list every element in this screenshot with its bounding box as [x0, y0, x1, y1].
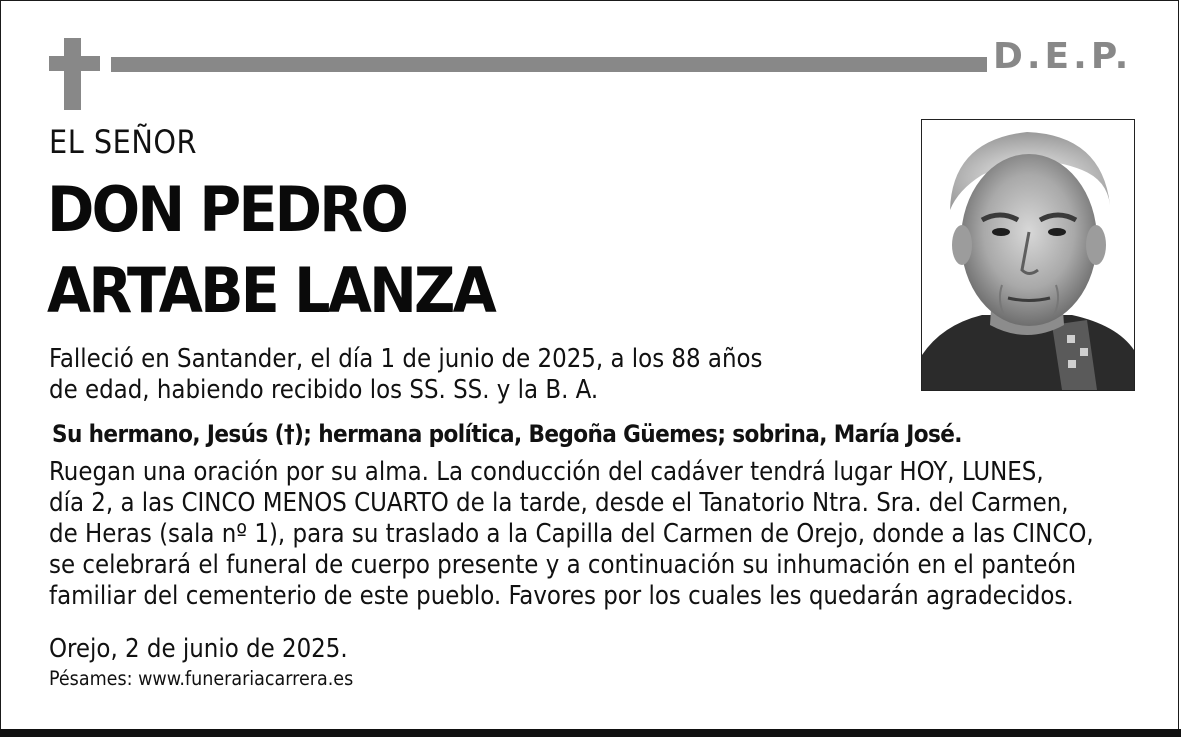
service-line: familiar del cementerio de este pueblo. Favores por los cuales les quedarán agradecidos.	[49, 581, 1074, 611]
service-line: de Heras (sala nº 1), para su traslado a la Capilla del Carmen de Orejo, donde a las CINCO,	[49, 519, 1094, 549]
death-info-line: de edad, habiendo recibido los SS. SS. y la B. A.	[49, 375, 599, 405]
condolences-link: Pésames: www.funerariacarrera.es	[49, 667, 354, 690]
cross-icon	[64, 38, 81, 110]
header-rule	[111, 57, 987, 72]
service-line: Ruegan una oración por su alma. La conducción del cadáver tendrá lugar HOY, LUNES,	[49, 457, 1044, 487]
family-members: Su hermano, Jesús (†); hermana política, Begoña Güemes; sobrina, María José.	[52, 420, 962, 448]
bottom-rule	[0, 729, 1181, 737]
place-date: Orejo, 2 de junio de 2025.	[49, 634, 348, 664]
cross-icon-bar	[49, 56, 100, 71]
service-line: se celebrará el funeral de cuerpo presente y a continuación su inhumación en el panteón	[49, 550, 1077, 580]
deceased-name-line2: ARTABE LANZA	[47, 254, 495, 327]
death-info-line: Falleció en Santander, el día 1 de junio de 2025, a los 88 años	[49, 344, 763, 374]
honorific: EL SEÑOR	[49, 123, 198, 161]
death-info	[49, 344, 763, 406]
deceased-name-line1: DON PEDRO	[47, 173, 407, 246]
dep-label: D.E.P.	[993, 36, 1133, 77]
service-line: día 2, a las CINCO MENOS CUARTO de la tarde, desde el Tanatorio Ntra. Sra. del Carmen,	[49, 488, 1069, 518]
portrait-image	[922, 120, 1134, 390]
portrait-photo	[921, 119, 1135, 391]
service-details	[49, 457, 1094, 612]
